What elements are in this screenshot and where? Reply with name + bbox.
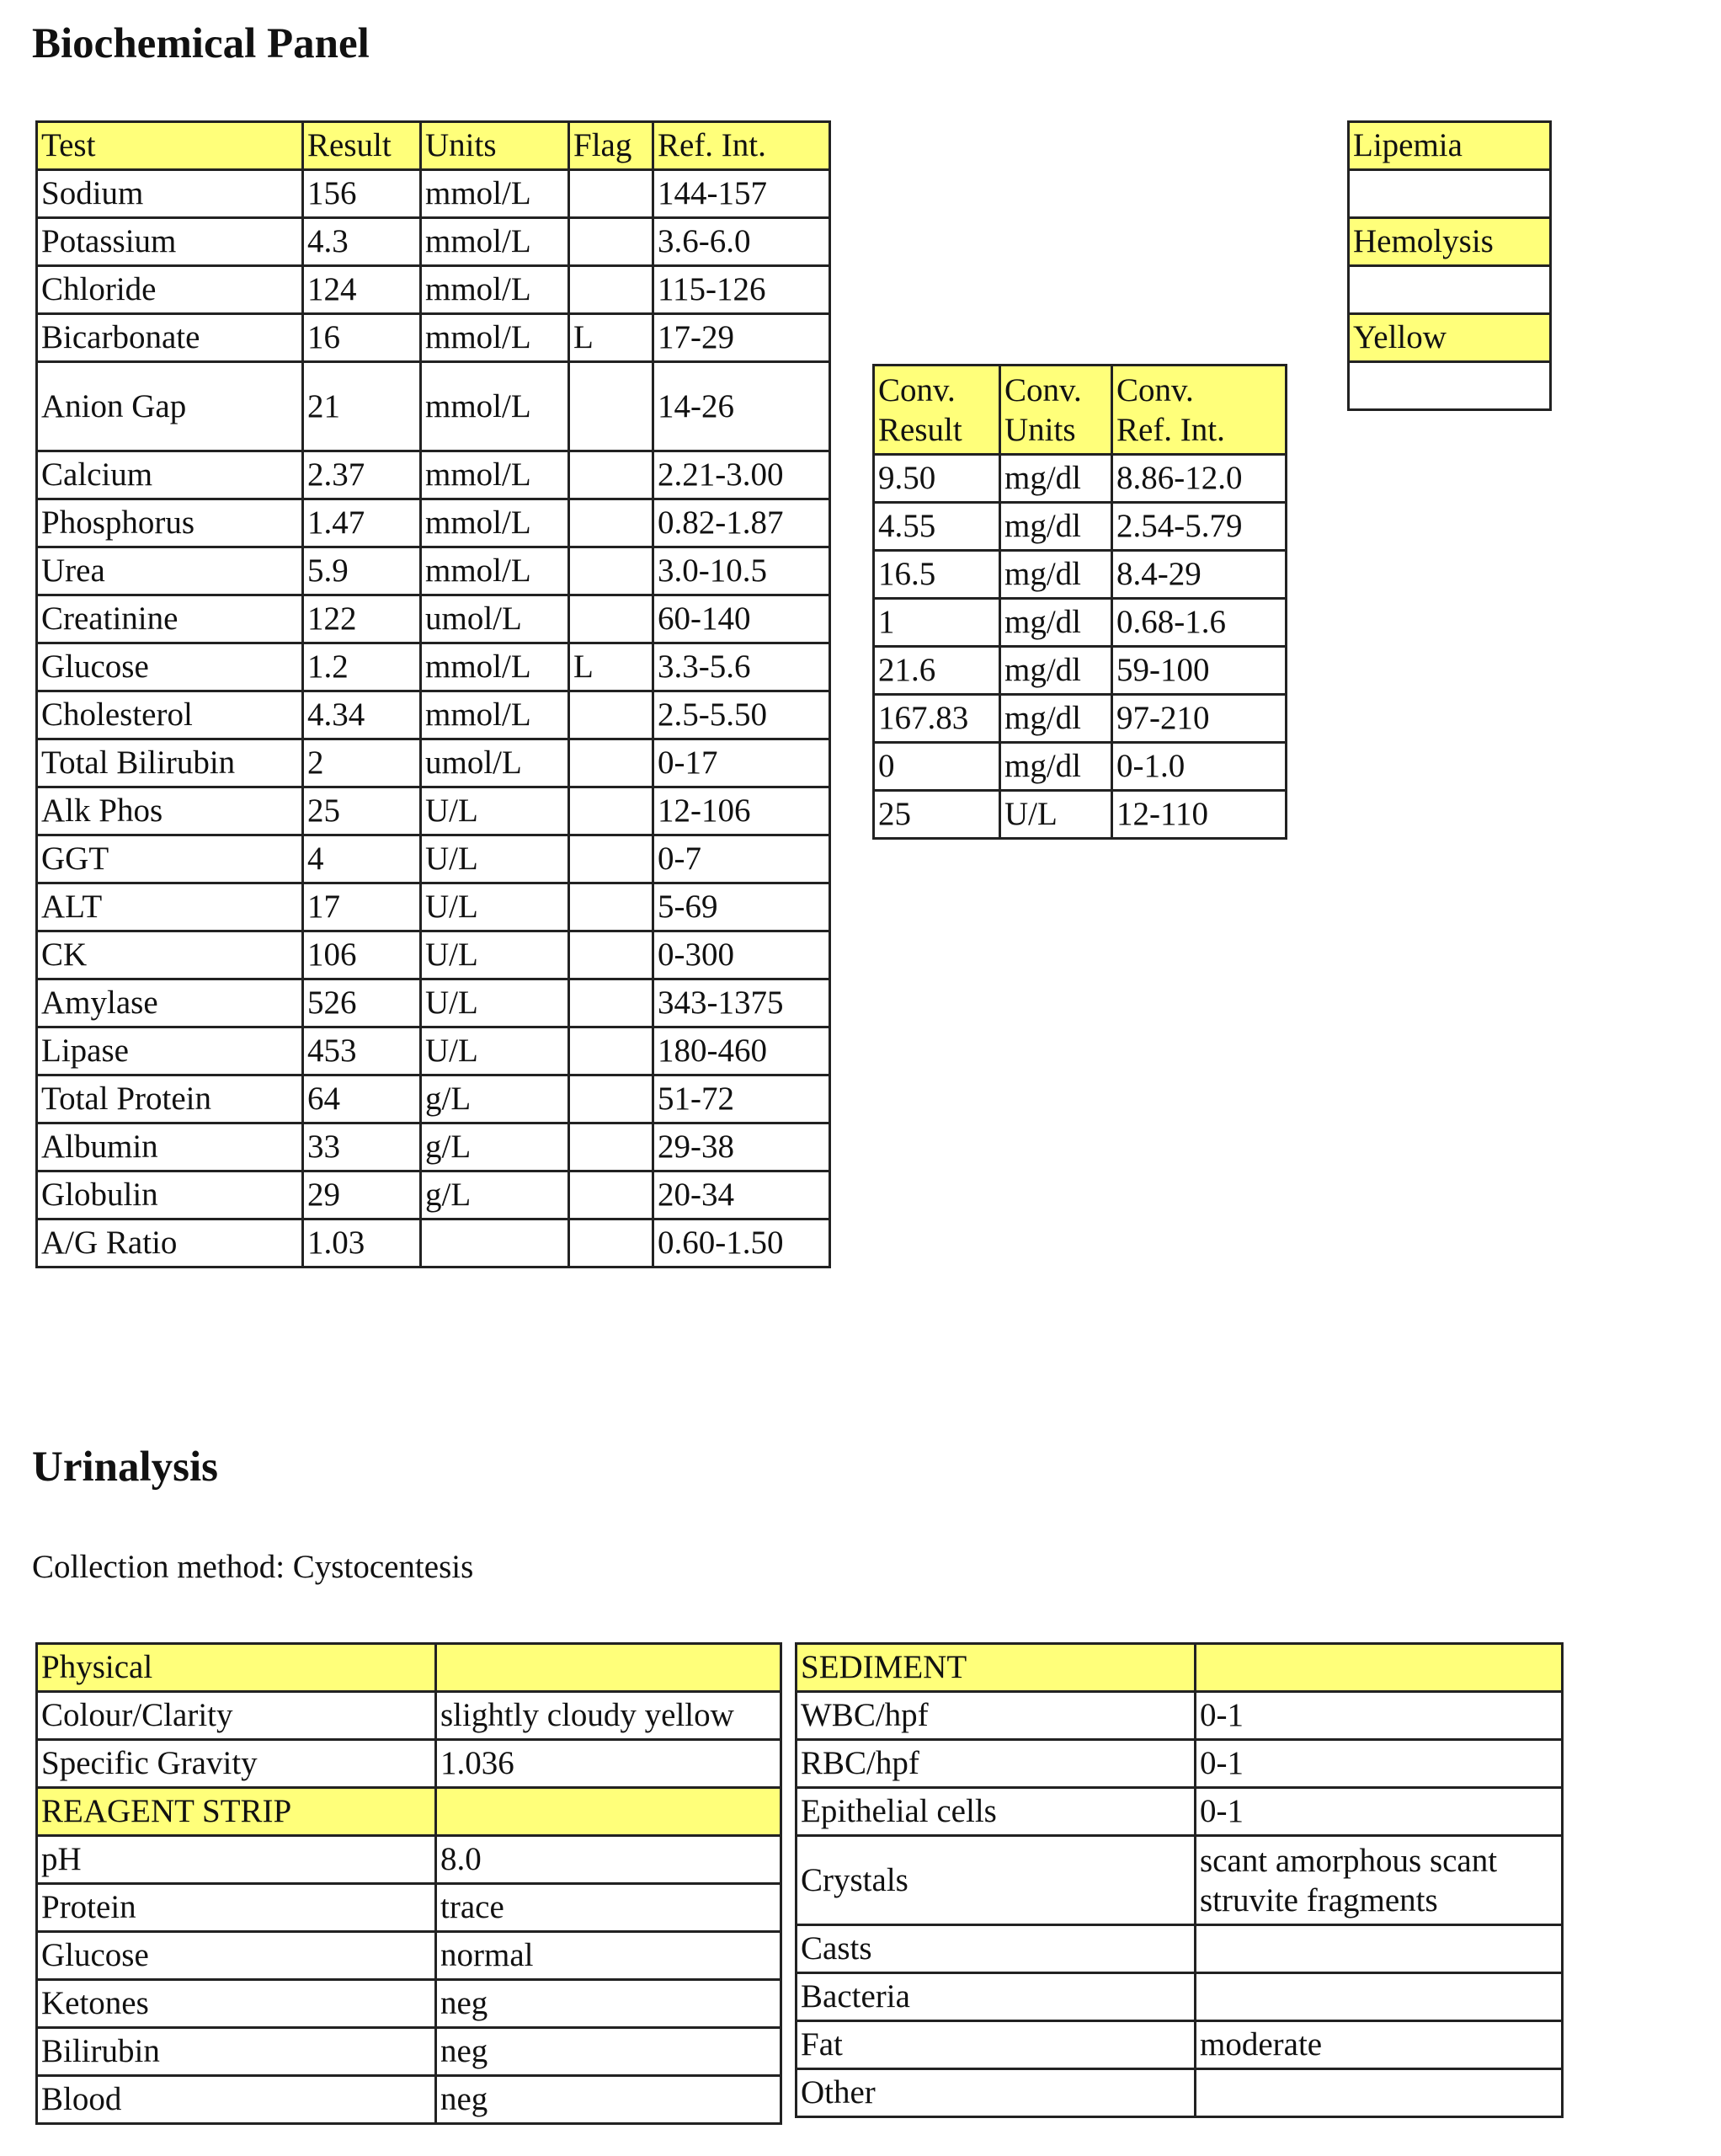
table-row (37, 979, 830, 1027)
biochem-test-cell: Lipase (37, 1027, 303, 1075)
reagent-label-cell: Protein (37, 1884, 436, 1932)
biochem-flag-cell (569, 499, 653, 547)
biochem-ref-cell: 60-140 (653, 595, 830, 643)
biochem-test-cell: Phosphorus (37, 499, 303, 547)
table-row (37, 266, 830, 314)
conv-header-ref (1112, 366, 1287, 455)
sediment-label-cell: RBC/hpf (797, 1740, 1196, 1788)
biochem-flag-cell (569, 595, 653, 643)
biochem-flag-cell (569, 266, 653, 314)
index-value-hemolysis (1349, 266, 1551, 314)
biochem-units-cell: mmol/L (421, 691, 569, 739)
reagent-label-cell: Ketones (37, 1980, 436, 2028)
conv-ref-cell: 2.54-5.79 (1112, 503, 1287, 551)
biochem-ref-cell: 0-300 (653, 931, 830, 979)
biochem-flag-cell (569, 691, 653, 739)
header-test: Test (37, 122, 303, 170)
table-row (37, 883, 830, 931)
table-row (797, 1973, 1563, 2021)
index-label-yellow: Yellow (1349, 314, 1551, 362)
biochem-units-cell: U/L (421, 883, 569, 931)
biochem-result-cell: 526 (303, 979, 421, 1027)
conv-units-cell: mg/dl (1000, 599, 1112, 647)
biochem-units-cell: U/L (421, 931, 569, 979)
table-row (37, 595, 830, 643)
biochem-flag-cell (569, 451, 653, 499)
sediment-value-cell (1196, 1973, 1563, 2021)
physical-label-cell: Colour/Clarity (37, 1692, 436, 1740)
sediment-value-cell: 0-1 (1196, 1788, 1563, 1836)
biochem-flag-cell (569, 1027, 653, 1075)
table-row (37, 1980, 781, 2028)
biochem-flag-cell (569, 170, 653, 218)
biochem-ref-cell: 144-157 (653, 170, 830, 218)
reagent-label-cell: Bilirubin (37, 2028, 436, 2076)
table-row (874, 695, 1287, 743)
conv-ref-cell: 8.86-12.0 (1112, 455, 1287, 503)
biochem-flag-cell (569, 218, 653, 266)
biochem-result-cell: 1.2 (303, 643, 421, 691)
biochem-units-cell: U/L (421, 1027, 569, 1075)
collection-method: Collection method: Cystocentesis (32, 1549, 474, 1585)
physical-label-cell: Specific Gravity (37, 1740, 436, 1788)
biochem-result-cell: 122 (303, 595, 421, 643)
header-flag: Flag (569, 122, 653, 170)
table-row (37, 931, 830, 979)
biochem-ref-cell: 20-34 (653, 1171, 830, 1219)
conv-result-cell: 16.5 (874, 551, 1000, 599)
table-row (874, 455, 1287, 503)
biochem-result-cell: 16 (303, 314, 421, 362)
biochem-flag-cell (569, 931, 653, 979)
biochem-ref-cell: 180-460 (653, 1027, 830, 1075)
biochem-test-cell: GGT (37, 835, 303, 883)
conv-units-cell: U/L (1000, 791, 1112, 839)
sediment-value-cell: scant amorphous scant struvite fragments (1196, 1836, 1563, 1925)
biochem-ref-cell: 14-26 (653, 362, 830, 451)
sediment-label-cell: WBC/hpf (797, 1692, 1196, 1740)
conv-table (872, 364, 1287, 840)
biochem-test-cell: Total Bilirubin (37, 739, 303, 787)
table-row (37, 1932, 781, 1980)
biochem-flag-cell (569, 1123, 653, 1171)
table-row (874, 503, 1287, 551)
biochem-result-cell: 64 (303, 1075, 421, 1123)
biochem-flag-cell (569, 739, 653, 787)
biochem-ref-cell: 0.82-1.87 (653, 499, 830, 547)
biochem-units-cell: g/L (421, 1075, 569, 1123)
header-result: Result (303, 122, 421, 170)
biochem-ref-cell: 3.6-6.0 (653, 218, 830, 266)
biochem-test-cell: Calcium (37, 451, 303, 499)
biochem-units-cell: U/L (421, 835, 569, 883)
conv-result-cell: 9.50 (874, 455, 1000, 503)
biochem-test-cell: Amylase (37, 979, 303, 1027)
table-row (37, 1027, 830, 1075)
conv-header-units-line1: Conv. (1004, 371, 1082, 408)
sediment-label-cell: Epithelial cells (797, 1788, 1196, 1836)
sediment-table (795, 1642, 1564, 2118)
biochem-flag-cell: L (569, 643, 653, 691)
table-row (797, 1740, 1563, 1788)
reagent-value-cell: neg (436, 2028, 781, 2076)
table-row (37, 739, 830, 787)
biochem-result-cell: 33 (303, 1123, 421, 1171)
biochem-result-cell: 21 (303, 362, 421, 451)
biochem-result-cell: 17 (303, 883, 421, 931)
sediment-value-cell (1196, 1925, 1563, 1973)
conv-units-cell: mg/dl (1000, 455, 1112, 503)
biochem-ref-cell: 5-69 (653, 883, 830, 931)
biochem-result-cell: 106 (303, 931, 421, 979)
biochem-ref-cell: 3.0-10.5 (653, 547, 830, 595)
table-row (797, 1925, 1563, 1973)
biochem-units-cell: U/L (421, 787, 569, 835)
conv-result-cell: 25 (874, 791, 1000, 839)
physical-header-row (37, 1644, 781, 1692)
sediment-header-row (797, 1644, 1563, 1692)
conv-ref-cell: 97-210 (1112, 695, 1287, 743)
table-row (874, 791, 1287, 839)
table-row (874, 599, 1287, 647)
table-row (37, 643, 830, 691)
biochem-ref-cell: 12-106 (653, 787, 830, 835)
table-row (797, 1692, 1563, 1740)
table-row (37, 170, 830, 218)
biochem-title: Biochemical Panel (32, 20, 370, 67)
biochem-units-cell: mmol/L (421, 451, 569, 499)
biochem-result-cell: 5.9 (303, 547, 421, 595)
biochem-test-cell: Potassium (37, 218, 303, 266)
biochem-flag-cell (569, 362, 653, 451)
physical-header-blank (436, 1644, 781, 1692)
biochem-table (35, 120, 831, 1268)
table-row (37, 1075, 830, 1123)
index-value-lipemia (1349, 170, 1551, 218)
biochem-result-cell: 29 (303, 1171, 421, 1219)
table-row (37, 499, 830, 547)
biochem-result-cell: 2 (303, 739, 421, 787)
table-row (874, 647, 1287, 695)
reagent-label-cell: Blood (37, 2076, 436, 2124)
biochem-result-cell: 124 (303, 266, 421, 314)
conv-header-ref-line2: Ref. Int. (1116, 411, 1225, 448)
biochem-header-row (37, 122, 830, 170)
biochem-result-cell: 453 (303, 1027, 421, 1075)
conv-ref-cell: 0.68-1.6 (1112, 599, 1287, 647)
biochem-result-cell: 25 (303, 787, 421, 835)
table-row (37, 787, 830, 835)
biochem-ref-cell: 2.5-5.50 (653, 691, 830, 739)
biochem-flag-cell (569, 835, 653, 883)
table-row (797, 2069, 1563, 2117)
table-row (37, 2076, 781, 2124)
biochem-flag-cell (569, 883, 653, 931)
biochem-ref-cell: 3.3-5.6 (653, 643, 830, 691)
biochem-result-cell: 2.37 (303, 451, 421, 499)
reagent-label-cell: Glucose (37, 1932, 436, 1980)
biochem-flag-cell: L (569, 314, 653, 362)
conv-ref-cell: 59-100 (1112, 647, 1287, 695)
table-row (37, 451, 830, 499)
biochem-units-cell: mmol/L (421, 314, 569, 362)
biochem-units-cell: mmol/L (421, 218, 569, 266)
sediment-header-blank (1196, 1644, 1563, 1692)
biochem-test-cell: Anion Gap (37, 362, 303, 451)
biochem-ref-cell: 2.21-3.00 (653, 451, 830, 499)
reagent-label-cell: pH (37, 1836, 436, 1884)
biochem-test-cell: ALT (37, 883, 303, 931)
sediment-label-cell: Other (797, 2069, 1196, 2117)
biochem-test-cell: CK (37, 931, 303, 979)
reagent-value-cell: normal (436, 1932, 781, 1980)
biochem-flag-cell (569, 787, 653, 835)
biochem-flag-cell (569, 1075, 653, 1123)
sediment-label-cell: Crystals (797, 1836, 1196, 1925)
biochem-ref-cell: 0.60-1.50 (653, 1219, 830, 1267)
biochem-units-cell: mmol/L (421, 362, 569, 451)
table-row (37, 1836, 781, 1884)
conv-header-result (874, 366, 1000, 455)
reagent-value-cell: neg (436, 1980, 781, 2028)
biochem-result-cell: 1.47 (303, 499, 421, 547)
biochem-units-cell (421, 1219, 569, 1267)
table-row (797, 2021, 1563, 2069)
physical-header: Physical (37, 1644, 436, 1692)
conv-ref-cell: 8.4-29 (1112, 551, 1287, 599)
conv-result-cell: 21.6 (874, 647, 1000, 695)
conv-ref-cell: 0-1.0 (1112, 743, 1287, 791)
biochem-test-cell: Urea (37, 547, 303, 595)
biochem-units-cell: mmol/L (421, 547, 569, 595)
sediment-value-cell: 0-1 (1196, 1692, 1563, 1740)
biochem-test-cell: A/G Ratio (37, 1219, 303, 1267)
conv-units-cell: mg/dl (1000, 647, 1112, 695)
table-row (37, 1884, 781, 1932)
biochem-flag-cell (569, 547, 653, 595)
table-row (37, 1692, 781, 1740)
reagent-value-cell: trace (436, 1884, 781, 1932)
biochem-ref-cell: 343-1375 (653, 979, 830, 1027)
conv-units-cell: mg/dl (1000, 551, 1112, 599)
biochem-flag-cell (569, 979, 653, 1027)
conv-header-result-line2: Result (878, 411, 962, 448)
conv-header-units (1000, 366, 1112, 455)
biochem-test-cell: Chloride (37, 266, 303, 314)
biochem-test-cell: Creatinine (37, 595, 303, 643)
urinalysis-title: Urinalysis (32, 1444, 219, 1491)
biochem-ref-cell: 115-126 (653, 266, 830, 314)
biochem-test-cell: Total Protein (37, 1075, 303, 1123)
biochem-flag-cell (569, 1171, 653, 1219)
biochem-test-cell: Bicarbonate (37, 314, 303, 362)
header-units: Units (421, 122, 569, 170)
biochem-result-cell: 4 (303, 835, 421, 883)
biochem-ref-cell: 0-17 (653, 739, 830, 787)
table-row (37, 547, 830, 595)
biochem-units-cell: mmol/L (421, 643, 569, 691)
table-row (37, 2028, 781, 2076)
sediment-value-cell: moderate (1196, 2021, 1563, 2069)
table-row (37, 1740, 781, 1788)
biochem-units-cell: mmol/L (421, 170, 569, 218)
conv-result-cell: 1 (874, 599, 1000, 647)
table-row (797, 1788, 1563, 1836)
biochem-ref-cell: 17-29 (653, 314, 830, 362)
header-ref: Ref. Int. (653, 122, 830, 170)
sediment-label-cell: Casts (797, 1925, 1196, 1973)
sediment-label-cell: Fat (797, 2021, 1196, 2069)
conv-result-cell: 167.83 (874, 695, 1000, 743)
conv-result-cell: 0 (874, 743, 1000, 791)
table-row (37, 691, 830, 739)
table-row (37, 1171, 830, 1219)
reagent-header: REAGENT STRIP (37, 1788, 436, 1836)
index-value-yellow (1349, 362, 1551, 410)
biochem-result-cell: 4.34 (303, 691, 421, 739)
table-row (37, 1219, 830, 1267)
physical-value-cell: 1.036 (436, 1740, 781, 1788)
biochem-test-cell: Alk Phos (37, 787, 303, 835)
index-label-hemolysis: Hemolysis (1349, 218, 1551, 266)
biochem-result-cell: 1.03 (303, 1219, 421, 1267)
biochem-test-cell: Sodium (37, 170, 303, 218)
table-row (874, 743, 1287, 791)
sediment-value-cell (1196, 2069, 1563, 2117)
table-row (37, 314, 830, 362)
sediment-label-cell: Bacteria (797, 1973, 1196, 2021)
table-row (797, 1836, 1563, 1925)
biochem-units-cell: mmol/L (421, 266, 569, 314)
reagent-value-cell: 8.0 (436, 1836, 781, 1884)
biochem-ref-cell: 51-72 (653, 1075, 830, 1123)
biochem-ref-cell: 0-7 (653, 835, 830, 883)
table-row (37, 835, 830, 883)
physical-value-cell: slightly cloudy yellow (436, 1692, 781, 1740)
serum-indices-table (1347, 120, 1552, 411)
sediment-header: SEDIMENT (797, 1644, 1196, 1692)
biochem-result-cell: 156 (303, 170, 421, 218)
reagent-header-row (37, 1788, 781, 1836)
table-row (37, 362, 830, 451)
biochem-units-cell: umol/L (421, 739, 569, 787)
biochem-result-cell: 4.3 (303, 218, 421, 266)
biochem-units-cell: g/L (421, 1171, 569, 1219)
conv-header-units-line2: Units (1004, 411, 1076, 448)
reagent-header-blank (436, 1788, 781, 1836)
biochem-test-cell: Glucose (37, 643, 303, 691)
biochem-units-cell: umol/L (421, 595, 569, 643)
conv-units-cell: mg/dl (1000, 695, 1112, 743)
biochem-test-cell: Globulin (37, 1171, 303, 1219)
conv-result-cell: 4.55 (874, 503, 1000, 551)
physical-reagent-table (35, 1642, 782, 2125)
biochem-test-cell: Cholesterol (37, 691, 303, 739)
conv-units-cell: mg/dl (1000, 743, 1112, 791)
reagent-value-cell: neg (436, 2076, 781, 2124)
biochem-units-cell: g/L (421, 1123, 569, 1171)
conv-units-cell: mg/dl (1000, 503, 1112, 551)
biochem-units-cell: U/L (421, 979, 569, 1027)
conv-header-result-line1: Conv. (878, 371, 956, 408)
table-row (37, 1123, 830, 1171)
table-row (874, 551, 1287, 599)
conv-header-row (874, 366, 1287, 455)
table-row (37, 218, 830, 266)
biochem-test-cell: Albumin (37, 1123, 303, 1171)
conv-ref-cell: 12-110 (1112, 791, 1287, 839)
sediment-value-cell: 0-1 (1196, 1740, 1563, 1788)
biochem-units-cell: mmol/L (421, 499, 569, 547)
biochem-flag-cell (569, 1219, 653, 1267)
index-label-lipemia: Lipemia (1349, 122, 1551, 170)
conv-header-ref-line1: Conv. (1116, 371, 1194, 408)
biochem-ref-cell: 29-38 (653, 1123, 830, 1171)
